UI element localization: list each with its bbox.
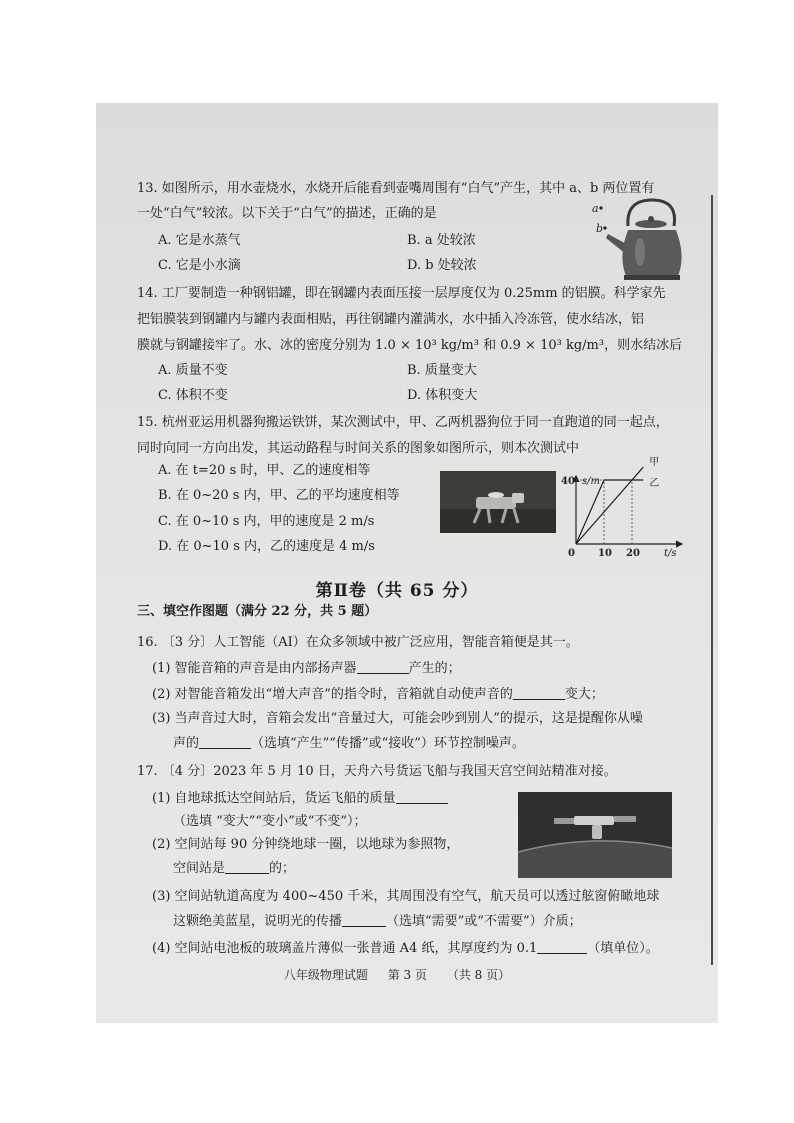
q14-option-a: A. 质量不变	[158, 363, 228, 378]
q13-option-b: B. a 处较浓	[407, 233, 476, 248]
section-3-heading: 三、填空作图题（满分 22 分，共 5 题）	[137, 604, 378, 619]
q13-stem-line1: 13. 如图所示，用水壶烧水，水烧开后能看到壶嘴周围有“白气”产生，其中 a、b 两位置有	[137, 181, 655, 196]
robot-dog-photo	[440, 471, 556, 533]
kettle-point-a	[599, 206, 602, 209]
q17-part3-text: 这颗绝美蓝星，说明光的传播	[173, 914, 343, 929]
q17-part2-line1: (2) 空间站每 90 分钟绕地球一圈，以地球为参照物，	[152, 837, 460, 852]
q16-part1-tail: 产生的；	[408, 661, 461, 676]
x-axis-label: t/s	[664, 548, 677, 559]
q16-part2-blank[interactable]	[513, 686, 565, 700]
station-cargo-ship	[592, 825, 602, 839]
robot-dog-body	[476, 497, 516, 509]
q16-stem: 16. 〔3 分〕人工智能（AI）在众多领域中被广泛应用，智能音箱便是其一。	[137, 635, 579, 650]
q15-option-c: C. 在 0~10 s 内，甲的速度是 2 m/s	[158, 514, 375, 529]
section-2-title: 第Ⅱ卷（共 65 分）	[315, 581, 479, 601]
series-label-yi: 乙	[649, 478, 660, 489]
q17-part3-line2	[173, 913, 582, 930]
kettle-label-a: a	[592, 202, 599, 215]
robot-dog-head	[512, 493, 524, 503]
q16-part1-text: (1) 智能音箱的声音是由内部扬声器	[152, 661, 357, 676]
q16-part2-text: (2) 对智能音箱发出“增大声音”的指令时，音箱就自动使声音的	[152, 687, 513, 702]
y-axis-label: s/m	[582, 476, 600, 487]
robot-dog-photo-ground	[440, 509, 556, 533]
robot-dog-discus	[488, 492, 504, 498]
q17-part2-tail: 的；	[269, 861, 296, 876]
footer-subject: 八年级物理试题	[283, 968, 368, 982]
q16-part3-line1: (3) 当声音过大时，音箱会发出“音量过大，可能会吵到别人”的提示，这是提醒你从噪	[152, 711, 643, 726]
space-station-photo	[518, 792, 672, 878]
q13-option-d: D. b 处较浓	[407, 258, 477, 273]
kettle-knob	[648, 216, 654, 222]
q17-stem: 17. 〔4 分〕2023 年 5 月 10 日，天舟六号货运飞船与我国天宫空间站精准对接。	[137, 764, 617, 779]
kettle-illustration	[590, 196, 690, 282]
q17-part3-line1: (3) 空间站轨道高度为 400~450 千米，其周围没有空气，航天员可以透过舷窗俯瞰地球	[152, 889, 660, 904]
q16-part2	[152, 686, 604, 703]
q16-part2-tail: 变大；	[564, 687, 604, 702]
q14-stem-line2: 把铝膜装到钢罐内与罐内表面相贴，再往钢罐内灌满水，水中插入冷冻管，使水结冰，铝	[137, 312, 645, 327]
q17-part2-line2	[173, 860, 295, 877]
q16-part3-line2	[173, 735, 525, 752]
q17-part4	[152, 940, 659, 957]
footer-page-number: 第 3 页	[387, 968, 427, 982]
page-footer	[0, 966, 794, 983]
q14-stem-line3: 膜就与钢罐接牢了。水、冰的密度分别为 1.0 × 10³ kg/m³ 和 0.9 × 10³ kg/m³，则水结冰后	[137, 338, 683, 353]
q13-option-a: A. 它是水蒸气	[158, 233, 241, 248]
y-tick-label-40: 40	[561, 476, 575, 487]
q15-option-a: A. 在 t=20 s 时，甲、乙的速度相等	[158, 463, 371, 478]
q16-part1-blank[interactable]	[357, 660, 409, 674]
q17-part4-blank[interactable]	[537, 940, 587, 954]
q15-option-b: B. 在 0~20 s 内，甲、乙的平均速度相等	[158, 488, 400, 503]
station-solar-panel-left	[554, 818, 574, 824]
q17-part3-blank[interactable]	[342, 913, 386, 927]
q17-part2-blank[interactable]	[225, 860, 269, 874]
station-solar-panel-right	[614, 816, 636, 822]
q15-option-d: D. 在 0~10 s 内，乙的速度是 4 m/s	[158, 539, 375, 554]
q15-stem-line1: 15. 杭州亚运用机器狗搬运铁饼，某次测试中，甲、乙两机器狗位于同一直跑道的同一起点，	[137, 415, 669, 430]
q17-part4-tail: （填单位）。	[587, 941, 659, 956]
s-t-graph	[560, 457, 690, 560]
robot-dog-leg2	[488, 509, 490, 523]
x-tick-0: 0	[568, 548, 575, 559]
series-label-jia: 甲	[649, 457, 660, 469]
footer-total-pages: （共 8 页）	[446, 968, 511, 982]
q13-stem-line2: 一处“白气”较浓。以下关于“白气”的描述，正确的是	[137, 206, 437, 221]
station-core-module	[574, 816, 614, 825]
q15-stem-line2: 同时向同一方向出发，其运动路程与时间关系的图象如图所示，则本次测试中	[137, 441, 580, 456]
kettle-highlight	[635, 238, 645, 266]
x-tick-label-20: 20	[626, 548, 640, 559]
q14-stem-line1: 14. 工厂要制造一种钢铝罐，即在钢罐内表面压接一层厚度仅为 0.25mm 的铝膜。科学家先	[137, 286, 666, 301]
kettle-body	[622, 230, 681, 276]
q16-part3-text: 声的	[173, 736, 200, 751]
q17-part1-line1	[152, 790, 448, 807]
kettle-base	[624, 275, 680, 280]
x-tick-label-10: 10	[598, 548, 612, 559]
q17-part1-line2: （选填 “变大”“变小”或“不变”）；	[173, 814, 367, 829]
q17-part1-text: (1) 自地球抵达空间站后，货运飞船的质量	[152, 791, 396, 806]
q14-option-b: B. 质量变大	[407, 363, 477, 378]
kettle-point-b	[603, 226, 606, 229]
q16-part1	[152, 660, 461, 677]
q14-option-c: C. 体积不变	[158, 388, 228, 403]
q17-part2-text: 空间站是	[173, 861, 226, 876]
kettle-label-b: b	[596, 222, 604, 235]
q13-option-c: C. 它是小水滴	[158, 258, 241, 273]
q14-option-d: D. 体积变大	[407, 388, 478, 403]
q17-part3-tail: （选填“需要”或“不需要”）介质；	[386, 914, 582, 929]
q17-part4-text: (4) 空间站电池板的玻璃盖片薄似一张普通 A4 纸，其厚度约为 0.1	[152, 941, 538, 956]
q17-part1-blank[interactable]	[396, 790, 448, 804]
series-line-yi	[576, 480, 643, 544]
q16-part3-blank[interactable]	[199, 735, 251, 749]
q16-part3-tail: （选填“产生”“传播”或“接收”）环节控制噪声。	[251, 736, 525, 751]
